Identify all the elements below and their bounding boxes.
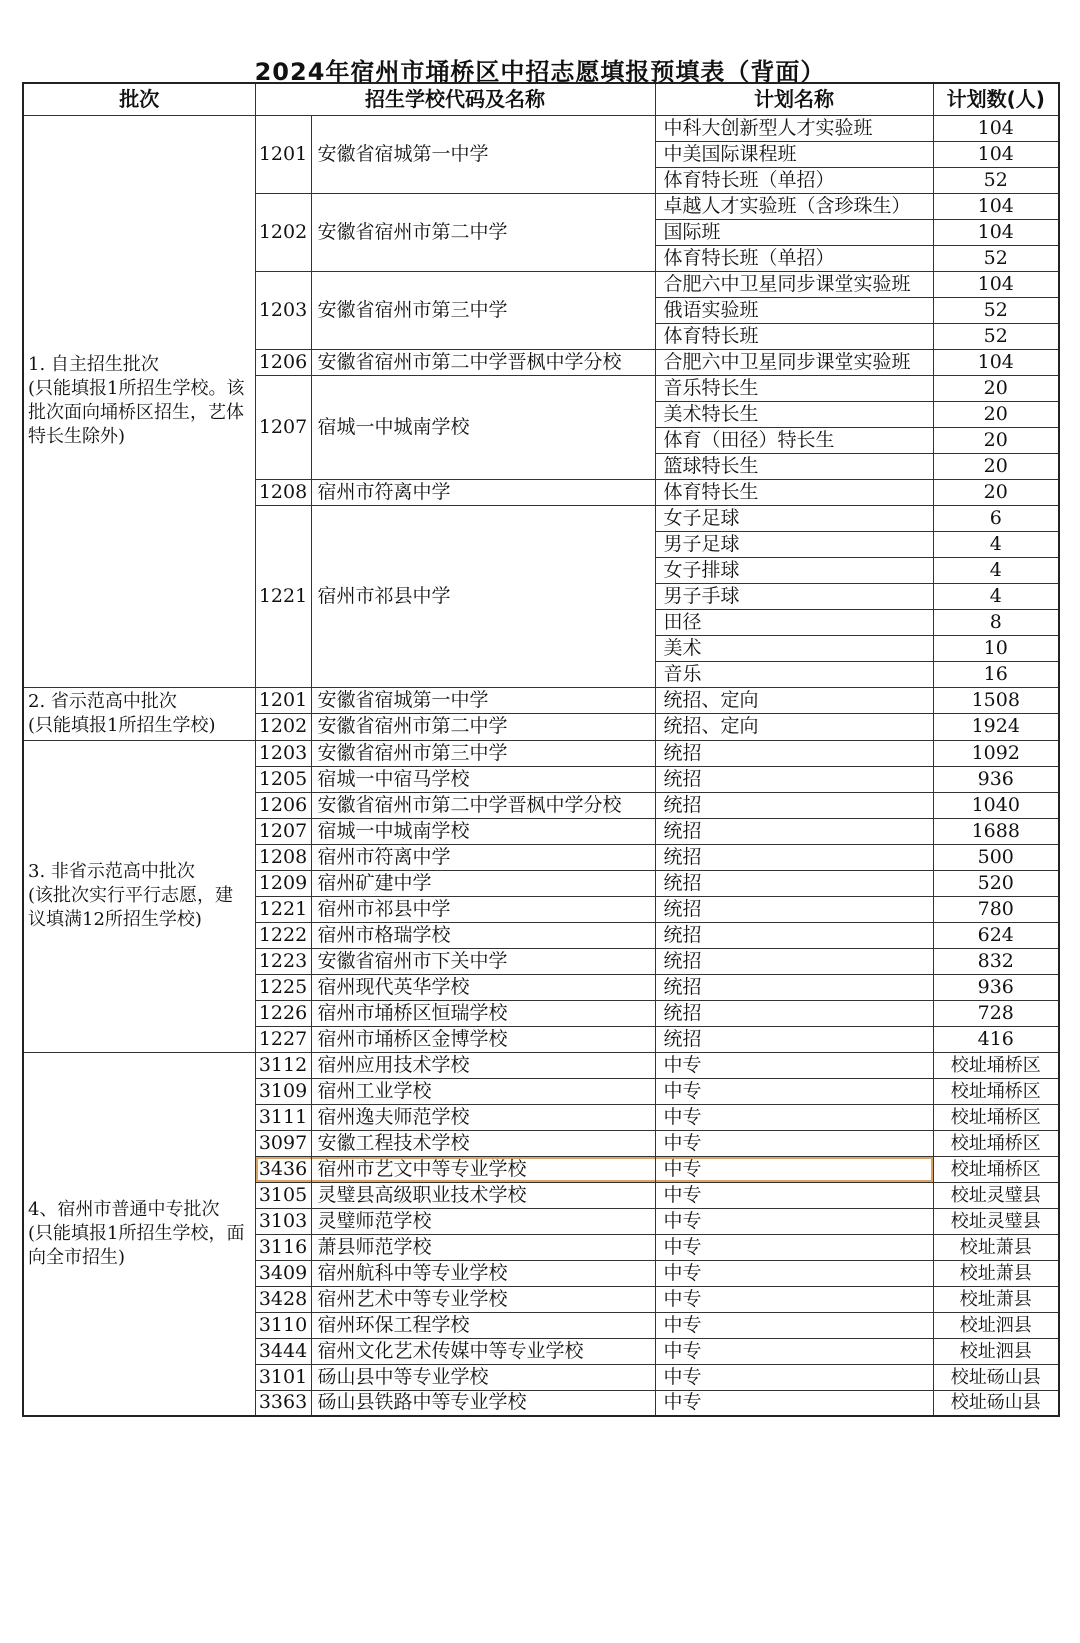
plan-count: 校址埇桥区 xyxy=(933,1078,1059,1104)
school-name: 宿州文化艺术传媒中等专业学校 xyxy=(311,1338,655,1364)
plan-name: 合肥六中卫星同步课堂实验班 xyxy=(655,271,933,297)
plan-count: 10 xyxy=(933,635,1059,661)
school-name: 宿州环保工程学校 xyxy=(311,1312,655,1338)
plan-count: 500 xyxy=(933,844,1059,870)
school-name: 宿州市格瑞学校 xyxy=(311,922,655,948)
plan-count: 780 xyxy=(933,896,1059,922)
plan-name: 中专 xyxy=(655,1182,933,1208)
plan-count: 1092 xyxy=(933,740,1059,766)
school-name: 宿州工业学校 xyxy=(311,1078,655,1104)
school-code: 3109 xyxy=(255,1078,311,1104)
plan-count: 校址埇桥区 xyxy=(933,1104,1059,1130)
plan-name: 中专 xyxy=(655,1234,933,1260)
school-name: 安徽省宿城第一中学 xyxy=(311,687,655,714)
plan-name: 中科大创新型人才实验班 xyxy=(655,115,933,141)
plan-count: 52 xyxy=(933,167,1059,193)
plan-count: 6 xyxy=(933,505,1059,531)
plan-name: 统招 xyxy=(655,766,933,792)
plan-name: 中专 xyxy=(655,1364,933,1390)
plan-count: 832 xyxy=(933,948,1059,974)
plan-count: 104 xyxy=(933,193,1059,219)
plan-count: 校址砀山县 xyxy=(933,1364,1059,1390)
table-header-row xyxy=(23,83,1059,115)
school-name: 灵璧师范学校 xyxy=(311,1208,655,1234)
plan-count: 52 xyxy=(933,297,1059,323)
plan-name: 合肥六中卫星同步课堂实验班 xyxy=(655,349,933,375)
enrollment-plan-table xyxy=(22,82,1060,1417)
school-name: 宿州应用技术学校 xyxy=(311,1052,655,1078)
plan-count: 20 xyxy=(933,479,1059,505)
table-body xyxy=(23,115,1059,1416)
plan-count: 20 xyxy=(933,453,1059,479)
plan-name: 中专 xyxy=(655,1130,933,1156)
school-name: 宿州市符离中学 xyxy=(311,479,655,505)
plan-name: 统招 xyxy=(655,818,933,844)
school-code: 1203 xyxy=(255,271,311,349)
plan-count: 104 xyxy=(933,115,1059,141)
plan-name: 女子排球 xyxy=(655,557,933,583)
batch-label: 3. 非省示范高中批次 (该批次实行平行志愿，建议填满12所招生学校) xyxy=(23,740,255,1052)
school-name: 安徽工程技术学校 xyxy=(311,1130,655,1156)
plan-name: 男子手球 xyxy=(655,583,933,609)
school-code: 1208 xyxy=(255,479,311,505)
school-name: 安徽省宿城第一中学 xyxy=(311,115,655,193)
school-code: 1208 xyxy=(255,844,311,870)
plan-name: 美术 xyxy=(655,635,933,661)
plan-count: 校址埇桥区 xyxy=(933,1130,1059,1156)
plan-count: 校址埇桥区 xyxy=(933,1052,1059,1078)
school-name: 宿州市符离中学 xyxy=(311,844,655,870)
plan-count: 8 xyxy=(933,609,1059,635)
school-name: 安徽省宿州市下关中学 xyxy=(311,948,655,974)
plan-name: 统招 xyxy=(655,974,933,1000)
school-code: 1223 xyxy=(255,948,311,974)
plan-name: 中专 xyxy=(655,1286,933,1312)
plan-name: 俄语实验班 xyxy=(655,297,933,323)
plan-name: 统招 xyxy=(655,1000,933,1026)
plan-count: 520 xyxy=(933,870,1059,896)
plan-name: 体育特长班（单招） xyxy=(655,245,933,271)
plan-count: 104 xyxy=(933,349,1059,375)
plan-count: 校址萧县 xyxy=(933,1260,1059,1286)
plan-count: 1508 xyxy=(933,687,1059,714)
plan-count: 104 xyxy=(933,271,1059,297)
document-title: 2024年宿州市埇桥区中招志愿填报预填表（背面） xyxy=(254,58,826,86)
table-row xyxy=(23,740,1059,766)
batch-label: 4、宿州市普通中专批次 (只能填报1所招生学校，面向全市招生) xyxy=(23,1052,255,1416)
plan-name: 音乐特长生 xyxy=(655,375,933,401)
school-name: 宿城一中宿马学校 xyxy=(311,766,655,792)
school-code: 3116 xyxy=(255,1234,311,1260)
table-row xyxy=(23,687,1059,714)
table-row xyxy=(23,1052,1059,1078)
school-name: 安徽省宿州市第三中学 xyxy=(311,271,655,349)
plan-name: 统招 xyxy=(655,792,933,818)
school-code: 3112 xyxy=(255,1052,311,1078)
school-name: 宿州航科中等专业学校 xyxy=(311,1260,655,1286)
plan-name: 中专 xyxy=(655,1208,933,1234)
school-name: 宿州现代英华学校 xyxy=(311,974,655,1000)
school-name: 萧县师范学校 xyxy=(311,1234,655,1260)
plan-name: 中专 xyxy=(655,1156,933,1182)
plan-count: 校址灵璧县 xyxy=(933,1208,1059,1234)
plan-count: 校址泗县 xyxy=(933,1338,1059,1364)
plan-count: 4 xyxy=(933,583,1059,609)
school-code: 1203 xyxy=(255,740,311,766)
school-name: 安徽省宿州市第二中学 xyxy=(311,714,655,741)
plan-name: 统招、定向 xyxy=(655,714,933,741)
batch-label: 1. 自主招生批次 (只能填报1所招生学校。该批次面向埇桥区招生，艺体特长生除外) xyxy=(23,115,255,687)
plan-count: 1924 xyxy=(933,714,1059,741)
plan-count: 104 xyxy=(933,219,1059,245)
school-code: 3097 xyxy=(255,1130,311,1156)
school-code: 1201 xyxy=(255,687,311,714)
plan-name: 中专 xyxy=(655,1260,933,1286)
plan-count: 校址砀山县 xyxy=(933,1390,1059,1416)
plan-name: 统招、定向 xyxy=(655,687,933,714)
school-code: 1201 xyxy=(255,115,311,193)
school-name: 安徽省宿州市第二中学晋枫中学分校 xyxy=(311,349,655,375)
school-code: 3409 xyxy=(255,1260,311,1286)
plan-count: 728 xyxy=(933,1000,1059,1026)
school-name: 宿州市埇桥区恒瑞学校 xyxy=(311,1000,655,1026)
school-name: 安徽省宿州市第三中学 xyxy=(311,740,655,766)
plan-count: 校址灵璧县 xyxy=(933,1182,1059,1208)
school-name: 宿州市艺文中等专业学校 xyxy=(311,1156,655,1182)
plan-count: 1688 xyxy=(933,818,1059,844)
header-count: 计划数(人) xyxy=(933,83,1059,115)
school-name: 砀山县铁路中等专业学校 xyxy=(311,1390,655,1416)
school-code: 1226 xyxy=(255,1000,311,1026)
school-code: 1225 xyxy=(255,974,311,1000)
plan-count: 20 xyxy=(933,427,1059,453)
school-code: 3101 xyxy=(255,1364,311,1390)
plan-count: 416 xyxy=(933,1026,1059,1052)
plan-name: 中专 xyxy=(655,1312,933,1338)
plan-count: 20 xyxy=(933,401,1059,427)
plan-name: 女子足球 xyxy=(655,505,933,531)
school-name: 宿州逸夫师范学校 xyxy=(311,1104,655,1130)
plan-count: 20 xyxy=(933,375,1059,401)
plan-name: 田径 xyxy=(655,609,933,635)
school-code: 3444 xyxy=(255,1338,311,1364)
plan-count: 4 xyxy=(933,557,1059,583)
school-code: 3110 xyxy=(255,1312,311,1338)
school-code: 1227 xyxy=(255,1026,311,1052)
plan-count: 52 xyxy=(933,245,1059,271)
school-name: 宿城一中城南学校 xyxy=(311,818,655,844)
school-code: 1209 xyxy=(255,870,311,896)
plan-name: 统招 xyxy=(655,922,933,948)
school-name: 宿州市祁县中学 xyxy=(311,896,655,922)
plan-name: 中专 xyxy=(655,1052,933,1078)
plan-name: 中专 xyxy=(655,1390,933,1416)
plan-name: 统招 xyxy=(655,896,933,922)
plan-count: 16 xyxy=(933,661,1059,687)
school-code: 1221 xyxy=(255,896,311,922)
plan-count: 校址埇桥区 xyxy=(933,1156,1059,1182)
plan-count: 4 xyxy=(933,531,1059,557)
plan-count: 624 xyxy=(933,922,1059,948)
school-code: 1207 xyxy=(255,375,311,479)
plan-name: 男子足球 xyxy=(655,531,933,557)
school-code: 1202 xyxy=(255,193,311,271)
plan-name: 美术特长生 xyxy=(655,401,933,427)
plan-count: 52 xyxy=(933,323,1059,349)
plan-name: 体育特长生 xyxy=(655,479,933,505)
plan-name: 篮球特长生 xyxy=(655,453,933,479)
school-code: 1221 xyxy=(255,505,311,687)
header-batch: 批次 xyxy=(23,83,255,115)
plan-name: 卓越人才实验班（含珍珠生） xyxy=(655,193,933,219)
batch-label: 2. 省示范高中批次 (只能填报1所招生学校) xyxy=(23,687,255,740)
school-name: 宿城一中城南学校 xyxy=(311,375,655,479)
school-code: 3428 xyxy=(255,1286,311,1312)
plan-name: 统招 xyxy=(655,1026,933,1052)
plan-count: 校址萧县 xyxy=(933,1286,1059,1312)
school-name: 灵璧县高级职业技术学校 xyxy=(311,1182,655,1208)
plan-name: 中美国际课程班 xyxy=(655,141,933,167)
school-code: 1206 xyxy=(255,349,311,375)
school-name: 安徽省宿州市第二中学晋枫中学分校 xyxy=(311,792,655,818)
school-code: 1205 xyxy=(255,766,311,792)
plan-name: 统招 xyxy=(655,870,933,896)
plan-name: 音乐 xyxy=(655,661,933,687)
header-school: 招生学校代码及名称 xyxy=(255,83,655,115)
school-code: 1206 xyxy=(255,792,311,818)
plan-name: 体育（田径）特长生 xyxy=(655,427,933,453)
plan-name: 统招 xyxy=(655,740,933,766)
school-code: 1202 xyxy=(255,714,311,741)
table-row xyxy=(23,115,1059,141)
plan-count: 936 xyxy=(933,766,1059,792)
plan-count: 校址萧县 xyxy=(933,1234,1059,1260)
school-code: 1222 xyxy=(255,922,311,948)
plan-name: 统招 xyxy=(655,844,933,870)
plan-count: 1040 xyxy=(933,792,1059,818)
plan-name: 体育特长班 xyxy=(655,323,933,349)
school-code: 3103 xyxy=(255,1208,311,1234)
header-plan: 计划名称 xyxy=(655,83,933,115)
plan-name: 中专 xyxy=(655,1338,933,1364)
school-code: 3105 xyxy=(255,1182,311,1208)
plan-name: 体育特长班（单招） xyxy=(655,167,933,193)
school-code: 3363 xyxy=(255,1390,311,1416)
school-code: 3111 xyxy=(255,1104,311,1130)
plan-name: 统招 xyxy=(655,948,933,974)
school-code: 1207 xyxy=(255,818,311,844)
school-code: 3436 xyxy=(255,1156,311,1182)
plan-name: 中专 xyxy=(655,1104,933,1130)
plan-count: 校址泗县 xyxy=(933,1312,1059,1338)
plan-count: 104 xyxy=(933,141,1059,167)
school-name: 宿州市祁县中学 xyxy=(311,505,655,687)
school-name: 宿州矿建中学 xyxy=(311,870,655,896)
plan-count: 936 xyxy=(933,974,1059,1000)
plan-name: 国际班 xyxy=(655,219,933,245)
school-name: 宿州艺术中等专业学校 xyxy=(311,1286,655,1312)
school-name: 安徽省宿州市第二中学 xyxy=(311,193,655,271)
school-name: 宿州市埇桥区金博学校 xyxy=(311,1026,655,1052)
school-name: 砀山县中等专业学校 xyxy=(311,1364,655,1390)
plan-name: 中专 xyxy=(655,1078,933,1104)
